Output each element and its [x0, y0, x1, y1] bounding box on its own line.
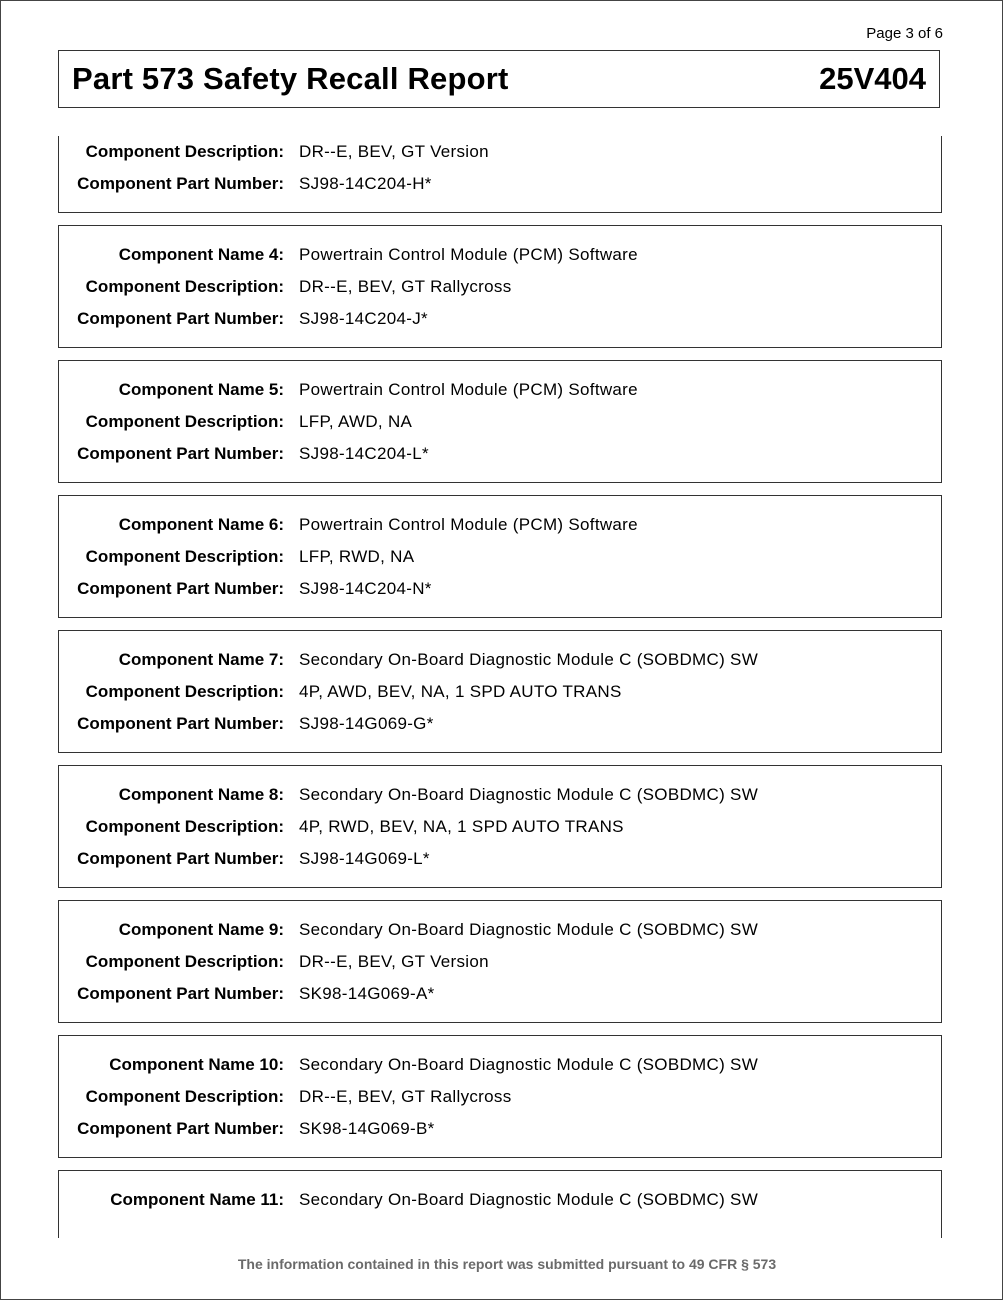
component-description-label: Component Description:	[85, 547, 284, 566]
component-block-9	[58, 900, 942, 1023]
component-name-value: Secondary On-Board Diagnostic Module C (SOBDMC) SW	[299, 785, 759, 804]
component-description-value: DR--E, BEV, GT Version	[299, 142, 489, 161]
component-description-value: 4P, RWD, BEV, NA, 1 SPD AUTO TRANS	[299, 817, 624, 836]
component-description-row	[59, 276, 941, 298]
component-description-row	[59, 546, 941, 568]
footer-note: The information contained in this report was submitted pursuant to 49 CFR § 573	[237, 1256, 777, 1272]
component-part-number-value: SJ98-14C204-H*	[299, 174, 432, 193]
component-description-label: Component Description:	[85, 412, 284, 431]
component-description-value: DR--E, BEV, GT Rallycross	[299, 1087, 512, 1106]
component-part-number-label: Component Part Number:	[77, 849, 284, 868]
component-description-value: DR--E, BEV, GT Rallycross	[299, 277, 512, 296]
component-part-number-label: Component Part Number:	[77, 174, 284, 193]
component-name-label: Component Name 8:	[118, 785, 284, 804]
component-description-row	[59, 1086, 941, 1108]
report-id: 25V404	[819, 61, 926, 96]
page-number: Page 3 of 6	[866, 25, 943, 42]
component-block-10	[58, 1035, 942, 1158]
component-part-number-row	[59, 1118, 941, 1140]
component-name-row	[59, 244, 941, 266]
component-part-number-label: Component Part Number:	[77, 444, 284, 463]
component-name-value: Powertrain Control Module (PCM) Software	[299, 380, 638, 399]
component-block-6	[58, 495, 942, 618]
component-part-number-row	[59, 443, 941, 465]
report-header	[58, 50, 940, 108]
component-block-5	[58, 360, 942, 483]
component-block-11	[58, 1170, 942, 1238]
component-name-value: Powertrain Control Module (PCM) Software	[299, 515, 638, 534]
component-name-row	[59, 379, 941, 401]
component-description-row	[59, 681, 941, 703]
component-name-label: Component Name 9:	[118, 920, 284, 939]
component-name-row	[59, 649, 941, 671]
component-name-row	[59, 514, 941, 536]
component-part-number-row	[59, 578, 941, 600]
component-part-number-row	[59, 308, 941, 330]
component-part-number-row	[59, 713, 941, 735]
component-description-label: Component Description:	[85, 142, 284, 161]
component-description-label: Component Description:	[85, 277, 284, 296]
component-description-row	[59, 816, 941, 838]
component-name-label: Component Name 5:	[118, 380, 284, 399]
component-description-value: LFP, RWD, NA	[299, 547, 415, 566]
component-description-row	[59, 411, 941, 433]
component-part-number-value: SJ98-14G069-L*	[299, 849, 430, 868]
component-part-number-label: Component Part Number:	[77, 1119, 284, 1138]
component-part-number-row	[59, 848, 941, 870]
component-part-number-row	[59, 983, 941, 1005]
component-name-row	[59, 919, 941, 941]
component-name-row	[59, 784, 941, 806]
component-description-label: Component Description:	[85, 682, 284, 701]
component-name-value: Secondary On-Board Diagnostic Module C (SOBDMC) SW	[299, 920, 759, 939]
component-part-number-value: SJ98-14G069-G*	[299, 714, 434, 733]
component-name-label: Component Name 10:	[109, 1055, 284, 1074]
component-part-number-value: SK98-14G069-A*	[299, 984, 435, 1003]
component-name-value: Secondary On-Board Diagnostic Module C (SOBDMC) SW	[299, 650, 759, 669]
component-part-number-value: SJ98-14C204-J*	[299, 309, 428, 328]
component-part-number-label: Component Part Number:	[77, 309, 284, 328]
component-name-row	[59, 1189, 941, 1211]
component-name-label: Component Name 7:	[118, 650, 284, 669]
component-part-number-label: Component Part Number:	[77, 579, 284, 598]
component-part-number-row	[59, 173, 941, 195]
component-part-number-value: SJ98-14C204-L*	[299, 444, 429, 463]
component-block-4	[58, 225, 942, 348]
component-name-label: Component Name 6:	[118, 515, 284, 534]
component-description-label: Component Description:	[85, 952, 284, 971]
component-description-label: Component Description:	[85, 817, 284, 836]
component-description-value: 4P, AWD, BEV, NA, 1 SPD AUTO TRANS	[299, 682, 622, 701]
component-name-row	[59, 1054, 941, 1076]
component-name-value: Powertrain Control Module (PCM) Software	[299, 245, 638, 264]
component-name-value: Secondary On-Board Diagnostic Module C (SOBDMC) SW	[299, 1055, 759, 1074]
component-block-7	[58, 630, 942, 753]
report-title: Part 573 Safety Recall Report	[72, 61, 509, 96]
component-description-row	[59, 951, 941, 973]
component-description-value: LFP, AWD, NA	[299, 412, 413, 431]
component-block-3	[58, 136, 942, 213]
component-part-number-value: SJ98-14C204-N*	[299, 579, 432, 598]
component-name-label: Component Name 11:	[110, 1190, 284, 1209]
component-part-number-value: SK98-14G069-B*	[299, 1119, 435, 1138]
component-description-row	[59, 141, 941, 163]
component-part-number-label: Component Part Number:	[77, 984, 284, 1003]
component-description-label: Component Description:	[85, 1087, 284, 1106]
component-name-label: Component Name 4:	[118, 245, 284, 264]
component-description-value: DR--E, BEV, GT Version	[299, 952, 489, 971]
component-name-value: Secondary On-Board Diagnostic Module C (SOBDMC) SW	[299, 1190, 759, 1209]
component-part-number-label: Component Part Number:	[77, 714, 284, 733]
component-block-8	[58, 765, 942, 888]
